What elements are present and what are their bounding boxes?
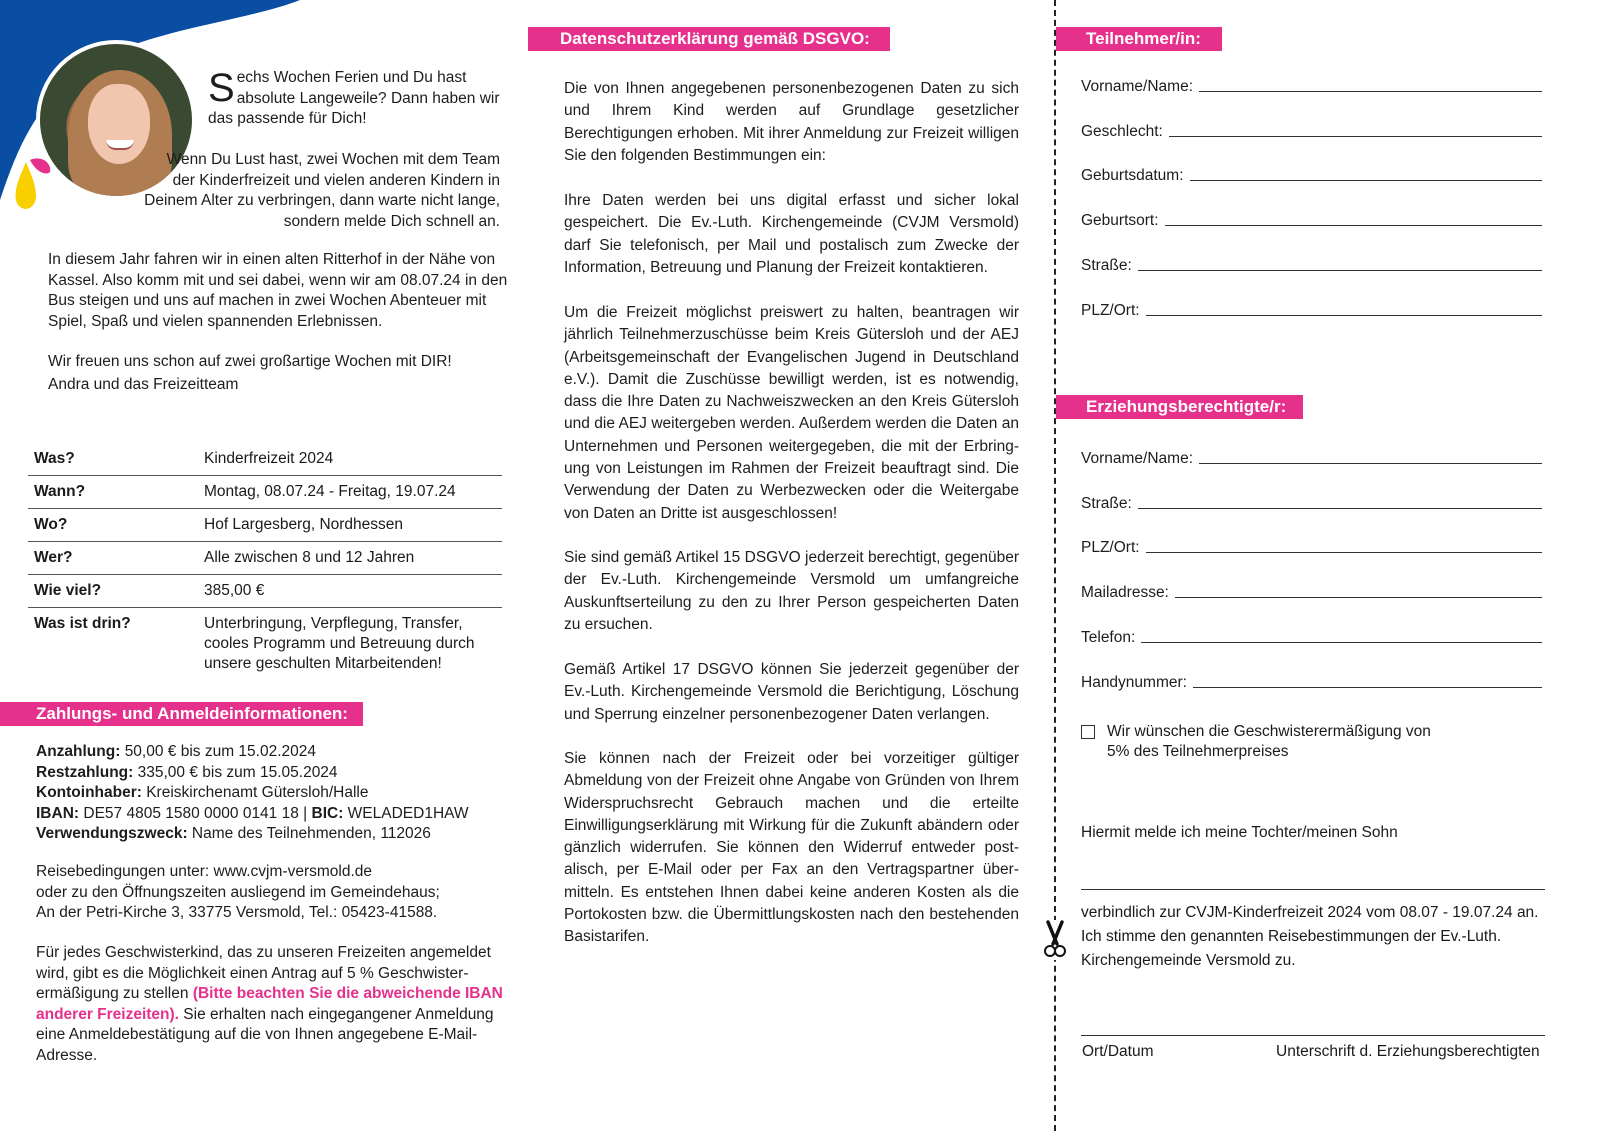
payment-value: 335,00 € bis zum 15.05.2024 — [137, 763, 338, 781]
intro-paragraph-2: Wenn Du Lust hast, zwei Wochen mit dem Team der Kinderfreizeit und vielen anderen Kindern in Deinem Alter zu verbringen, dann warte nicht lange, sondern melde Dich schnell an. — [144, 151, 500, 230]
guardian-field[interactable] — [1081, 674, 1542, 692]
sibling-text-2: Sie erhalten nach eingegangener Anmeldung eine Anmeldebestätigung auf die von Ihnen angegebene E-Mail-Adresse. — [36, 1005, 494, 1064]
guardian-field-input-line[interactable] — [1146, 552, 1542, 553]
payment-row — [36, 763, 506, 784]
guardian-field[interactable] — [1081, 450, 1542, 468]
intro-paragraph-3: In diesem Jahr fahren wir in einen alten Ritterhof in der Nähe von Kassel. Also komm mit und sei dabei, wenn wir am 08.07.24 in den Bus steigen und uns auf machen in zwei Wochen Abenteuer mit Spiel, Spaß und vielen spannenden Erlebnissen. — [48, 251, 508, 330]
dropcap: S — [208, 66, 235, 110]
checkbox-label-line-1: Wir wünschen die Geschwisterermäßigung von — [1107, 723, 1431, 740]
sibling-discount-info — [36, 943, 506, 1066]
iban-label: IBAN: — [36, 804, 80, 822]
signature-line[interactable] — [1081, 1035, 1545, 1036]
participant-field[interactable] — [1081, 257, 1542, 275]
guardian-heading: Erziehungsberechtigte/r: — [1056, 395, 1303, 419]
intro-closing — [48, 350, 508, 396]
participant-field[interactable] — [1081, 123, 1542, 141]
participant-field-label: PLZ/Ort: — [1081, 301, 1140, 319]
guardian-field-label: Handynummer: — [1081, 673, 1187, 691]
purpose-label: Verwendungszweck: — [36, 825, 188, 842]
travel-address-line: An der Petri-Kirche 3, 33775 Versmold, Tel.: 05423-41588. — [36, 904, 438, 921]
guardian-field-input-line[interactable] — [1193, 687, 1542, 688]
iban-value: DE57 4805 1580 0000 0141 18 | — [83, 804, 308, 822]
participant-field-label: Vorname/Name: — [1081, 78, 1193, 95]
travel-line-2: oder zu den Öffnungszeiten ausliegend im Gemeindehaus; — [36, 883, 440, 901]
payment-row — [36, 742, 506, 763]
privacy-heading: Datenschutzerklärung gemäß DSGVO: — [528, 27, 890, 51]
info-value: 385,00 € — [204, 582, 265, 599]
privacy-paragraph: Sie können nach der Freizeit oder bei vorzeitiger gültiger Abmeldung von der Freizeit ohne Angabe von Gründen von Ihrem Widerspruchsrecht Gebrauch machen und die erteilte Einwilligungserklärung mit Wirkung für die Zukunft abändern oder gänzlich widerrufen. Sie können den Widerruf entweder postalisch, per E-Mail oder per Fax an den Vertragspartner übermitteln. Es entstehen Ihnen dabei keine anderen Kosten als die Portokosten bzw. die Übermittlungskosten nach den bestehenden Basistarifen. — [564, 750, 1019, 946]
guardian-field-input-line[interactable] — [1141, 642, 1542, 643]
participant-field-label: Geburtsdatum: — [1081, 167, 1184, 185]
info-table — [28, 443, 502, 680]
travel-conditions — [36, 862, 506, 924]
participant-field-input-line[interactable] — [1138, 270, 1542, 271]
info-row — [28, 608, 502, 681]
info-value: Alle zwischen 8 und 12 Jahren — [204, 549, 415, 566]
iban-warning: (Bitte beachten Sie die abweichende IBAN anderer Freizeiten). — [36, 985, 503, 1023]
privacy-paragraph: Die von Ihnen angegebenen personenbezogenen Daten zu sich und Ihrem Kind werden auf Grundlage gesetzlicher Berechtigungen erhoben. Mit ihrer Anmeldung zur Freizeit willigen Sie den folgenden Bestimmungen ein: — [564, 80, 1019, 164]
sibling-discount-checkbox[interactable] — [1081, 725, 1095, 739]
info-key: Wie viel? — [34, 582, 102, 599]
checkbox-label-line-2: 5% des Teilnehmerpreises — [1107, 743, 1289, 760]
info-value: Hof Largesberg, Nordhessen — [204, 516, 404, 533]
info-value: Unterbringung, Verpflegung, Transfer, cooles Programm und Betreuung durch unsere geschulten Mitarbeitenden! — [204, 615, 475, 672]
participant-field-input-line[interactable] — [1169, 136, 1542, 137]
payment-row — [36, 783, 506, 804]
privacy-paragraph: Ihre Daten werden bei uns digital erfasst und sicher lokal gespeichert. Die Ev.-Luth. Kirchengemeinde (CVJM Versmold) darf Sie telefonisch, per Mail und postalisch zum Zwecke der Information, Betreuung und Planung der Freizeit kontaktieren. — [564, 192, 1019, 276]
participant-heading: Teilnehmer/in: — [1056, 27, 1222, 51]
participant-field-input-line[interactable] — [1146, 315, 1542, 316]
child-name-line[interactable] — [1081, 889, 1545, 890]
info-value: Kinderfreizeit 2024 — [204, 450, 334, 467]
payment-value: 50,00 € bis zum 15.02.2024 — [124, 743, 316, 760]
info-key: Wann? — [34, 483, 86, 500]
place-date-label: Ort/Datum — [1082, 1043, 1154, 1060]
bank-row — [36, 804, 506, 825]
guardian-field-input-line[interactable] — [1138, 508, 1542, 509]
info-row — [28, 443, 502, 476]
registration-statement: Hiermit melde ich meine Tochter/meinen Sohn — [1081, 824, 1398, 841]
payment-label: Restzahlung: — [36, 763, 134, 781]
intro-paragraph-1 — [208, 68, 508, 130]
sibling-text: Für jedes Geschwisterkind, das zu unseren Freizeiten angemeldet wird, gibt es die Möglichkeit einen Antrag auf 5 % Geschwisterermäßigung zu stellen — [36, 944, 491, 1002]
info-key: Was ist drin? — [34, 615, 131, 632]
privacy-paragraph: Um die Freizeit möglichst preiswert zu halten, beantragen wir jährlich Teilnehmerzuschüsse beim Kreis Gütersloh und der AEJ (Arbeitsgemeinschaft der Evangelischen Jugend in Deutschland e.V.). Damit die Zuschüsse bewilligt werden, ist es notwendig, dass die Ihre Daten zu Nachweiszwecken an den Kreis Gütersloh und die AEJ weitergeben werden. Außerdem werden die Daten an Unternehmen und Personen weitergegeben, die mit der Erbringung von Leistungen im Rahmen der Freizeit beauftragt sind. Die Verwendung der Daten zu Werbezwecken oder die Weitergabe von Daten an Dritte ist ausgeschlossen! — [564, 304, 1019, 522]
privacy-paragraph: Gemäß Artikel 17 DSGVO können Sie jederzeit gegenüber der Ev.-Luth. Kirchengemeinde Versmold die Berichtigung, Löschung und Sperrung einzelner personenbezogener Daten verlangen. — [564, 661, 1019, 723]
yellow-drop-icon — [16, 162, 36, 209]
payment-value: Kreiskirchenamt Gütersloh/Halle — [146, 784, 369, 801]
cut-line — [1054, 0, 1056, 1131]
payment-details — [36, 742, 506, 845]
guardian-field-label: Straße: — [1081, 494, 1132, 512]
participant-field[interactable] — [1081, 167, 1542, 185]
guardian-field[interactable] — [1081, 629, 1542, 647]
guardian-field[interactable] — [1081, 495, 1542, 513]
purpose-value: Name des Teilnehmenden, 112026 — [191, 825, 431, 842]
info-key: Wer? — [34, 549, 73, 566]
info-row — [28, 575, 502, 608]
participant-field-label: Straße: — [1081, 256, 1132, 274]
payment-heading: Zahlungs- und Anmeldeinformationen: — [0, 702, 363, 726]
participant-field-input-line[interactable] — [1165, 225, 1542, 226]
participant-field-label: Geschlecht: — [1081, 122, 1163, 140]
payment-label: Anzahlung: — [36, 743, 121, 760]
bic-label: BIC: — [311, 804, 344, 822]
guardian-field-label: Mailadresse: — [1081, 584, 1169, 602]
purpose-row — [36, 824, 506, 845]
guardian-field-label: Telefon: — [1081, 628, 1136, 646]
intro-text-1: echs Wochen Ferien und Du hast absolute Langeweile? Dann haben wir das passende für Dich! — [208, 69, 500, 127]
payment-label: Kontoinhaber: — [36, 784, 142, 801]
participant-field-input-line[interactable] — [1190, 180, 1542, 181]
info-row — [28, 509, 502, 542]
guardian-field-label: PLZ/Ort: — [1081, 539, 1140, 557]
guardian-field-input-line[interactable] — [1175, 597, 1542, 598]
info-row — [28, 542, 502, 575]
travel-url-line: Reisebedingungen unter: www.cvjm-versmold.de — [36, 863, 372, 880]
participant-field-label: Geburtsort: — [1081, 212, 1159, 230]
guardian-field-label: Vorname/Name: — [1081, 450, 1193, 467]
privacy-paragraph: Sie sind gemäß Artikel 15 DSGVO jederzeit berechtigt, gegenüber der Ev.-Luth. Kirchengemeinde Versmold um umfangreiche Auskunftserteilung zu den zu Ihrer Person gespeicherten Daten zu ersuchen. — [564, 549, 1019, 633]
scissors-icon — [1040, 920, 1070, 960]
binding-statement: verbindlich zur CVJM-Kinderfreizeit 2024 vom 08.07 - 19.07.24 an. Ich stimme den genannten Reisebestimmungen der Ev.-Luth. Kirchengemeinde Versmold zu. — [1081, 904, 1539, 969]
guardian-field[interactable] — [1081, 584, 1542, 602]
participant-field[interactable] — [1081, 212, 1542, 230]
sibling-discount-checkbox-row[interactable] — [1081, 722, 1541, 762]
guardian-signature-label: Unterschrift d. Erziehungsberechtigten — [1276, 1043, 1540, 1060]
bic-value: WELADED1HAW — [347, 804, 469, 822]
signature-line: Andra und das Freizeitteam — [48, 376, 239, 393]
info-row — [28, 476, 502, 509]
info-key: Wo? — [34, 516, 68, 533]
info-value: Montag, 08.07.24 - Freitag, 19.07.24 — [204, 483, 456, 500]
participant-field[interactable] — [1081, 78, 1542, 96]
participant-field[interactable] — [1081, 302, 1542, 320]
guardian-field[interactable] — [1081, 539, 1542, 557]
guardian-field-input-line[interactable] — [1199, 463, 1542, 464]
participant-field-input-line[interactable] — [1199, 91, 1542, 92]
info-key: Was? — [34, 450, 75, 467]
closing-line: Wir freuen uns schon auf zwei großartige Wochen mit DIR! — [48, 353, 452, 370]
